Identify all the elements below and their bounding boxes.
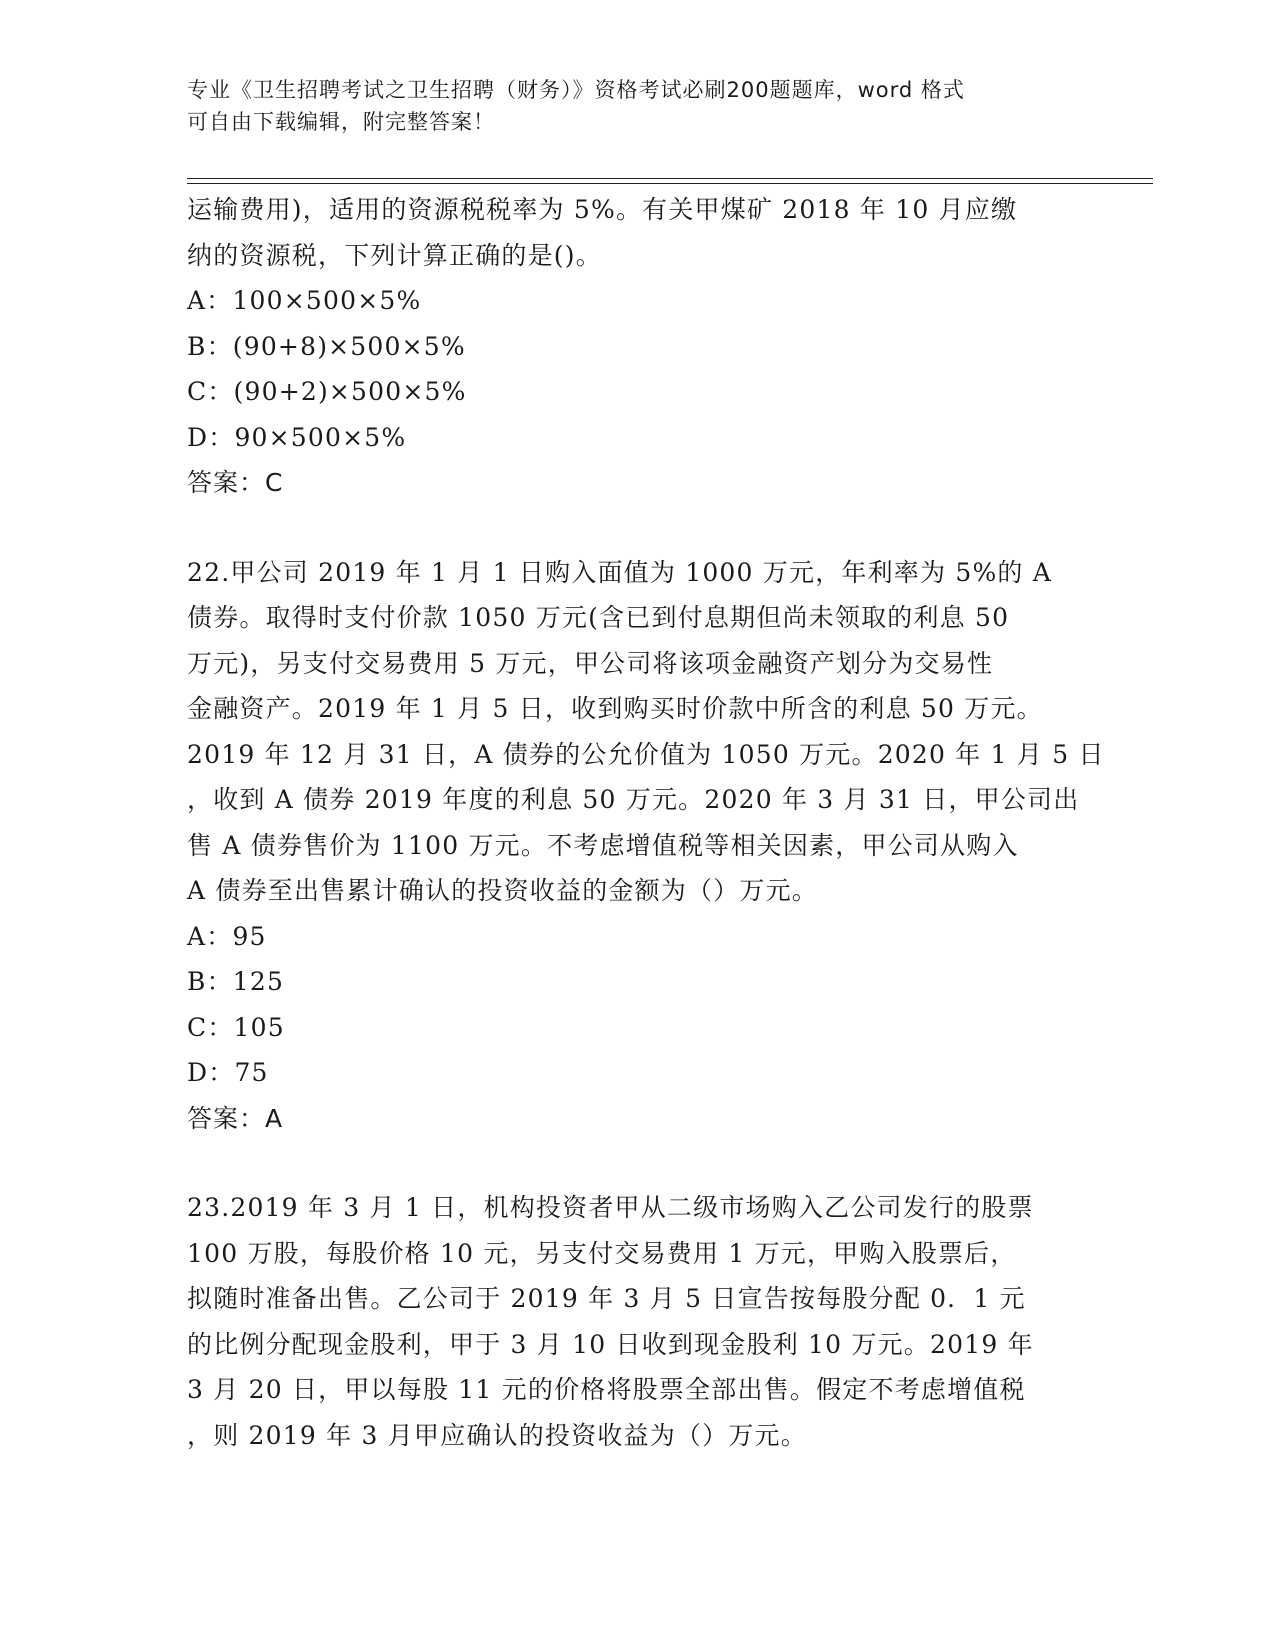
option-d: D：90×500×5% <box>187 422 407 452</box>
question-23 <box>187 1185 1087 1458</box>
question-text-line: 23.2019 年 3 月 1 日，机构投资者甲从二级市场购入乙公司发行的股票 <box>187 1193 1034 1222</box>
option-a: A：100×500×5% <box>187 286 422 315</box>
question-text-line: 金融资产。2019 年 1 月 5 日，收到购买时价款中所含的利息 50 万元。 <box>187 694 1043 723</box>
question-text-line: 纳的资源税，下列计算正确的是()。 <box>187 240 602 270</box>
document-body <box>187 187 1105 1458</box>
question-text-line: 售 A 债券售价为 1100 万元。不考虑增值税等相关因素，甲公司从购入 <box>187 830 1019 860</box>
question-text-line: 2019 年 12 月 31 日，A 债券的公允价值为 1050 万元。2020 年 1 月 5 日 <box>187 739 1105 769</box>
question-text-line: 100 万股，每股价格 10 元，另支付交易费用 1 万元，甲购入股票后， <box>187 1238 1017 1268</box>
spacer <box>187 506 1087 550</box>
header-title-line-1: 专业《卫生招聘考试之卫生招聘（财务）》资格考试必刷200题题库，word 格式 <box>187 78 965 102</box>
document-header <box>187 74 1067 138</box>
question-text-line: 运输费用)，适用的资源税税率为 5%。有关甲煤矿 2018 年 10 月应缴 <box>187 195 1018 224</box>
option-b: B：(90+8)×500×5% <box>187 331 466 361</box>
spacer <box>187 1141 1087 1185</box>
question-text-line: 3 月 20 日，甲以每股 11 元的价格将股票全部出售。假定不考虑增值税 <box>187 1375 1026 1404</box>
option-a: A：95 <box>187 921 267 951</box>
question-text-line: 债券。取得时支付价款 1050 万元(含已到付息期但尚未领取的利息 50 <box>187 603 1010 632</box>
answer-line: 答案：A <box>187 1103 284 1133</box>
question-text-line: 22.甲公司 2019 年 1 月 1 日购入面值为 1000 万元，年利率为 5%的 A <box>187 557 1053 587</box>
answer-line: 答案：C <box>187 468 284 497</box>
option-b: B：125 <box>187 967 285 996</box>
header-divider-top <box>187 178 1153 179</box>
option-c: C：105 <box>187 1012 285 1042</box>
question-22 <box>187 550 1105 1142</box>
question-text-line: A 债券至出售累计确认的投资收益的金额为（）万元。 <box>187 876 819 905</box>
question-text-line: 拟随时准备出售。乙公司于 2019 年 3 月 5 日宣告按每股分配 0．1 元 <box>187 1284 1026 1313</box>
question-text-line: 的比例分配现金股利，甲于 3 月 10 日收到现金股利 10 万元。2019 年 <box>187 1329 1034 1359</box>
option-c: C：(90+2)×500×5% <box>187 377 467 406</box>
question-text-line: ，则 2019 年 3 月甲应确认的投资收益为（）万元。 <box>187 1420 807 1450</box>
question-21-continued <box>187 187 1087 506</box>
question-text-line: 万元)，另支付交易费用 5 万元，甲公司将该项金融资产划分为交易性 <box>187 648 994 678</box>
option-d: D：75 <box>187 1058 269 1087</box>
header-title-line-2: 可自由下载编辑，附完整答案！ <box>187 110 495 134</box>
header-divider-bottom <box>187 183 1153 184</box>
question-text-line: ，收到 A 债券 2019 年度的利息 50 万元。2020 年 3 月 31 日，甲公司出 <box>187 785 1080 814</box>
